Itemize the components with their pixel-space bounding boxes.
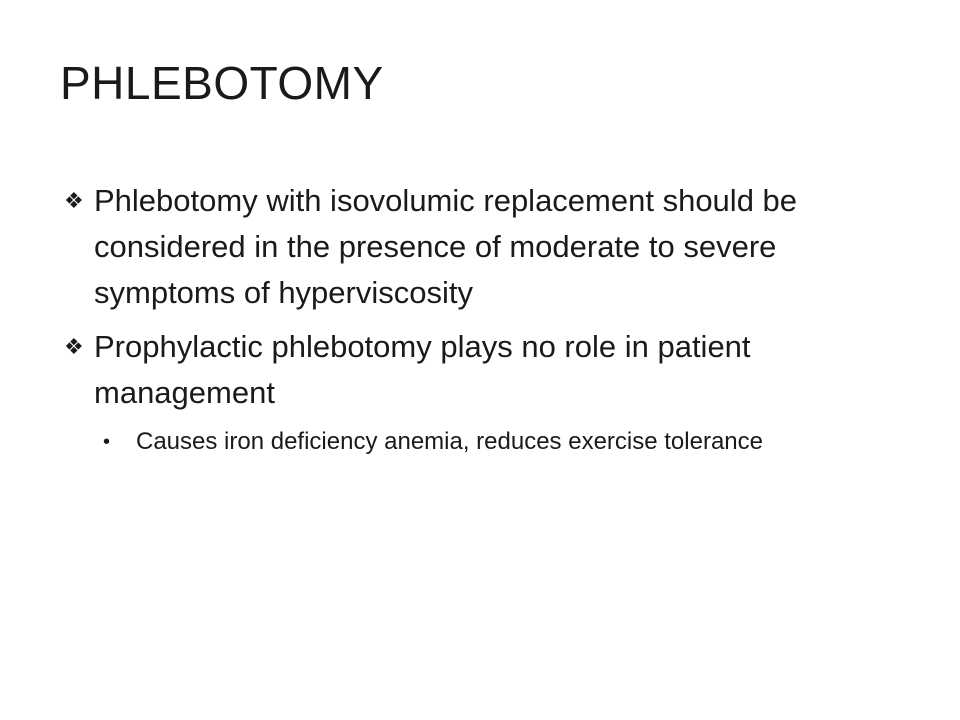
bullet-item bbox=[64, 324, 864, 416]
bullet-text: Phlebotomy with isovolumic replacement should be considered in the presence of moderate to severe symptoms of hyperviscosity bbox=[94, 183, 798, 310]
bullet-text: Prophylactic phlebotomy plays no role in patient management bbox=[94, 329, 751, 410]
sub-bullet-item bbox=[103, 424, 864, 460]
slide-title: PHLEBOTOMY bbox=[60, 57, 384, 109]
diamond-bullet-icon: ❖ bbox=[64, 334, 84, 359]
dot-bullet-icon: • bbox=[103, 431, 111, 453]
sub-bullet-text: Causes iron deficiency anemia, reduces exercise tolerance bbox=[136, 428, 763, 455]
diamond-bullet-icon: ❖ bbox=[64, 188, 84, 213]
bullet-item bbox=[64, 178, 864, 316]
slide-body bbox=[64, 178, 864, 460]
